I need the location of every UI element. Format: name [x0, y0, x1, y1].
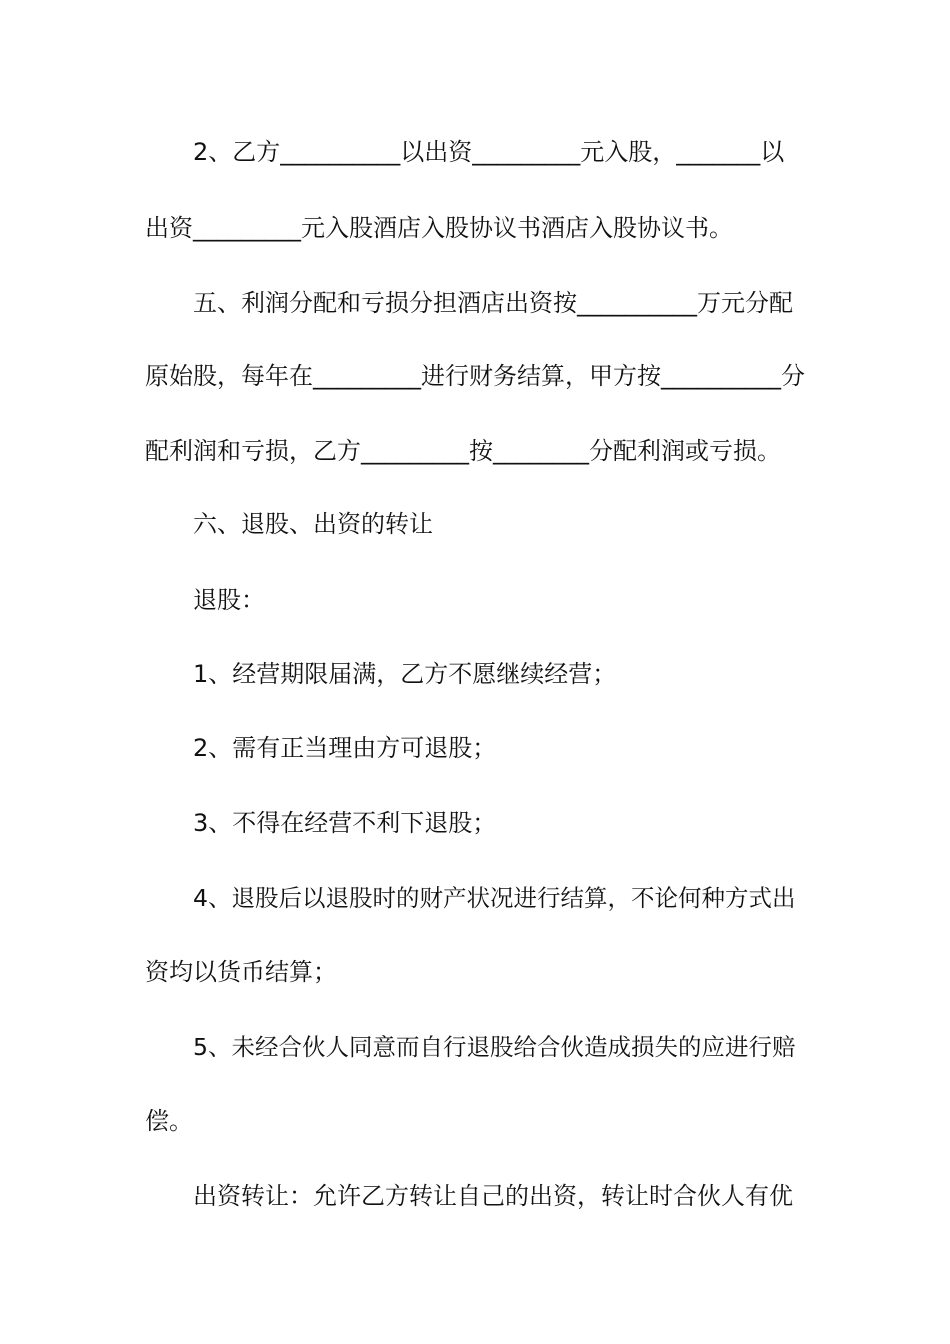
list-item-2: 2、需有正当理由方可退股； [193, 734, 497, 762]
list-item-4: 4、退股后以退股时的财产状况进行结算，不论何种方式出 [193, 884, 796, 912]
text-line-5: 配利润和亏损，乙方_________按________分配利润或亏损。 [145, 437, 781, 465]
list-item-3: 3、不得在经营不利下退股； [193, 809, 497, 837]
text-line-3: 五、利润分配和亏损分担酒店出资按__________万元分配 [193, 289, 793, 317]
text-line-4: 原始股，每年在_________进行财务结算，甲方按__________分 [145, 362, 805, 390]
list-item-5-cont: 偿。 [145, 1107, 193, 1135]
text-line-withdrawal: 退股： [193, 586, 265, 614]
text-line-2: 出资_________元入股酒店入股协议书酒店入股协议书。 [145, 214, 733, 242]
list-item-4-cont: 资均以货币结算； [145, 958, 337, 986]
section-heading-6: 六、退股、出资的转让 [193, 510, 433, 538]
list-item-5: 5、未经合伙人同意而自行退股给合伙造成损失的应进行赔 [193, 1033, 796, 1061]
text-line-1: 2、乙方__________以出资_________元入股，_______以 [193, 138, 785, 166]
text-line-transfer: 出资转让：允许乙方转让自己的出资，转让时合伙人有优 [193, 1182, 793, 1210]
list-item-1: 1、经营期限届满，乙方不愿继续经营； [193, 660, 617, 688]
